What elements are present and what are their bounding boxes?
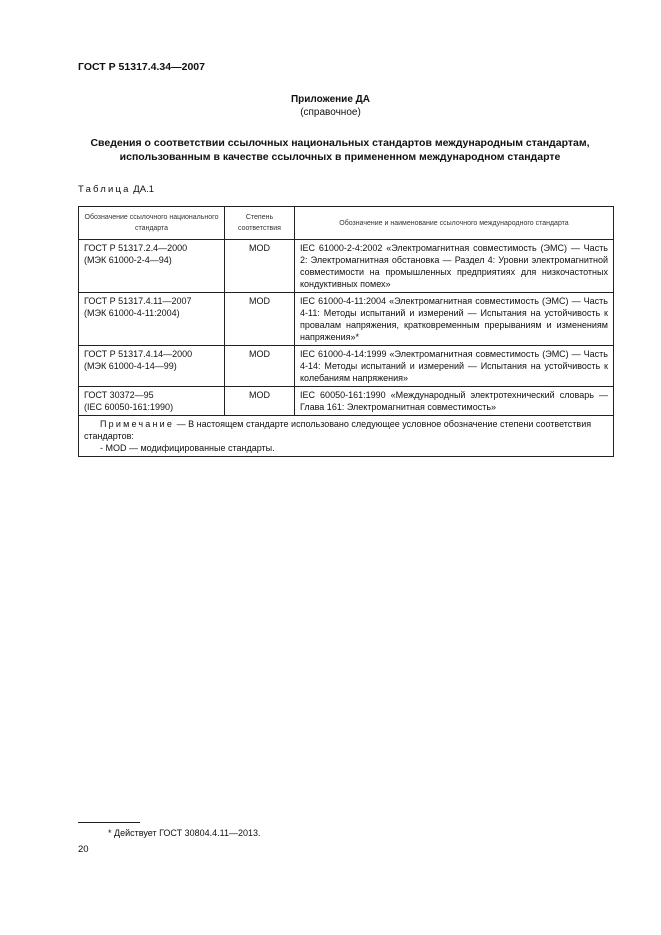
national-standard-cell: [79, 346, 225, 387]
international-standard-cell: IEC 61000-2-4:2002 «Электромагнитная совместимость (ЭМС) — Часть 2: Электромагнитная обстановка — Раздел 4: Уровни электромагнитной совместимости на промышленных предприятиях для низкочастотных кондуктивных помех»: [295, 240, 614, 293]
section-heading: [70, 137, 610, 164]
note-text: [84, 418, 608, 442]
iec-equivalent: (МЭК 61000-4-11:2004): [84, 308, 180, 318]
iec-equivalent: (МЭК 61000-2-4—94): [84, 255, 172, 265]
table-row: [79, 387, 614, 416]
header-international-standard: Обозначение и наименование ссылочного международного стандарта: [295, 207, 614, 240]
national-standard-cell: [79, 387, 225, 416]
heading-line-2: использованным в качестве ссылочных в примененном международном стандарте: [119, 150, 561, 163]
iec-equivalent: (IEC 60050-161:1990): [84, 402, 174, 412]
document-code: ГОСТ Р 51317.4.34—2007: [78, 61, 205, 73]
table-row: [79, 346, 614, 387]
note-item: - MOD — модифицированные стандарты.: [100, 443, 275, 453]
table-header-row: [79, 207, 614, 240]
international-standard-cell: IEC 61000-4-14:1999 «Электромагнитная совместимость (ЭМС) — Часть 4-14: Методы испытаний и измерений — Испытания на устойчивость к колебаниям напряжения»: [295, 346, 614, 387]
appendix-title-block: [0, 93, 661, 119]
correspondence-table: [78, 206, 614, 457]
table-caption-id: ДА.1: [133, 184, 154, 195]
iec-equivalent: (МЭК 61000-4-14—99): [84, 361, 177, 371]
table-note-row: [79, 416, 614, 457]
header-degree: Степень соответствия: [225, 207, 295, 240]
national-standard-cell: [79, 240, 225, 293]
national-code: ГОСТ 30372—95: [84, 390, 154, 400]
footnote-divider: [78, 822, 140, 823]
degree-cell: MOD: [225, 240, 295, 293]
note-body: — В настоящем стандарте использовано следующее условное обозначение степени соответствия стандартов:: [84, 419, 592, 441]
international-standard-cell: IEC 60050-161:1990 «Международный электротехнический словарь — Глава 161: Электромагнитная совместимость»: [295, 387, 614, 416]
national-code: ГОСТ Р 51317.4.11—2007: [84, 296, 192, 306]
appendix-title: Приложение ДА: [290, 94, 371, 105]
page-number: 20: [78, 844, 89, 855]
degree-cell: MOD: [225, 387, 295, 416]
degree-cell: MOD: [225, 293, 295, 346]
national-standard-cell: [79, 293, 225, 346]
national-code: ГОСТ Р 51317.2.4—2000: [84, 243, 188, 253]
table-row: [79, 293, 614, 346]
degree-cell: MOD: [225, 346, 295, 387]
national-code: ГОСТ Р 51317.4.14—2000: [84, 349, 193, 359]
international-standard-cell: IEC 61000-4-11:2004 «Электромагнитная совместимость (ЭМС) — Часть 4-11: Методы испытаний и измерений — Испытания на устойчивость к провалам напряжения, кратковременным прерываниям и изменениям напряжения»*: [295, 293, 614, 346]
footnote: * Действует ГОСТ 30804.4.11—2013.: [108, 828, 261, 838]
appendix-subtitle: (справочное): [300, 107, 361, 118]
table-caption: [78, 184, 154, 195]
table-note: [79, 416, 614, 457]
table-row: [79, 240, 614, 293]
heading-line-1: Сведения о соответствии ссылочных национальных стандартов международным стандартам,: [90, 137, 590, 149]
header-national-standard: Обозначение ссылочного национального стандарта: [79, 207, 225, 240]
note-label: Примечание: [100, 419, 175, 429]
table-caption-label: Таблица: [78, 184, 131, 195]
